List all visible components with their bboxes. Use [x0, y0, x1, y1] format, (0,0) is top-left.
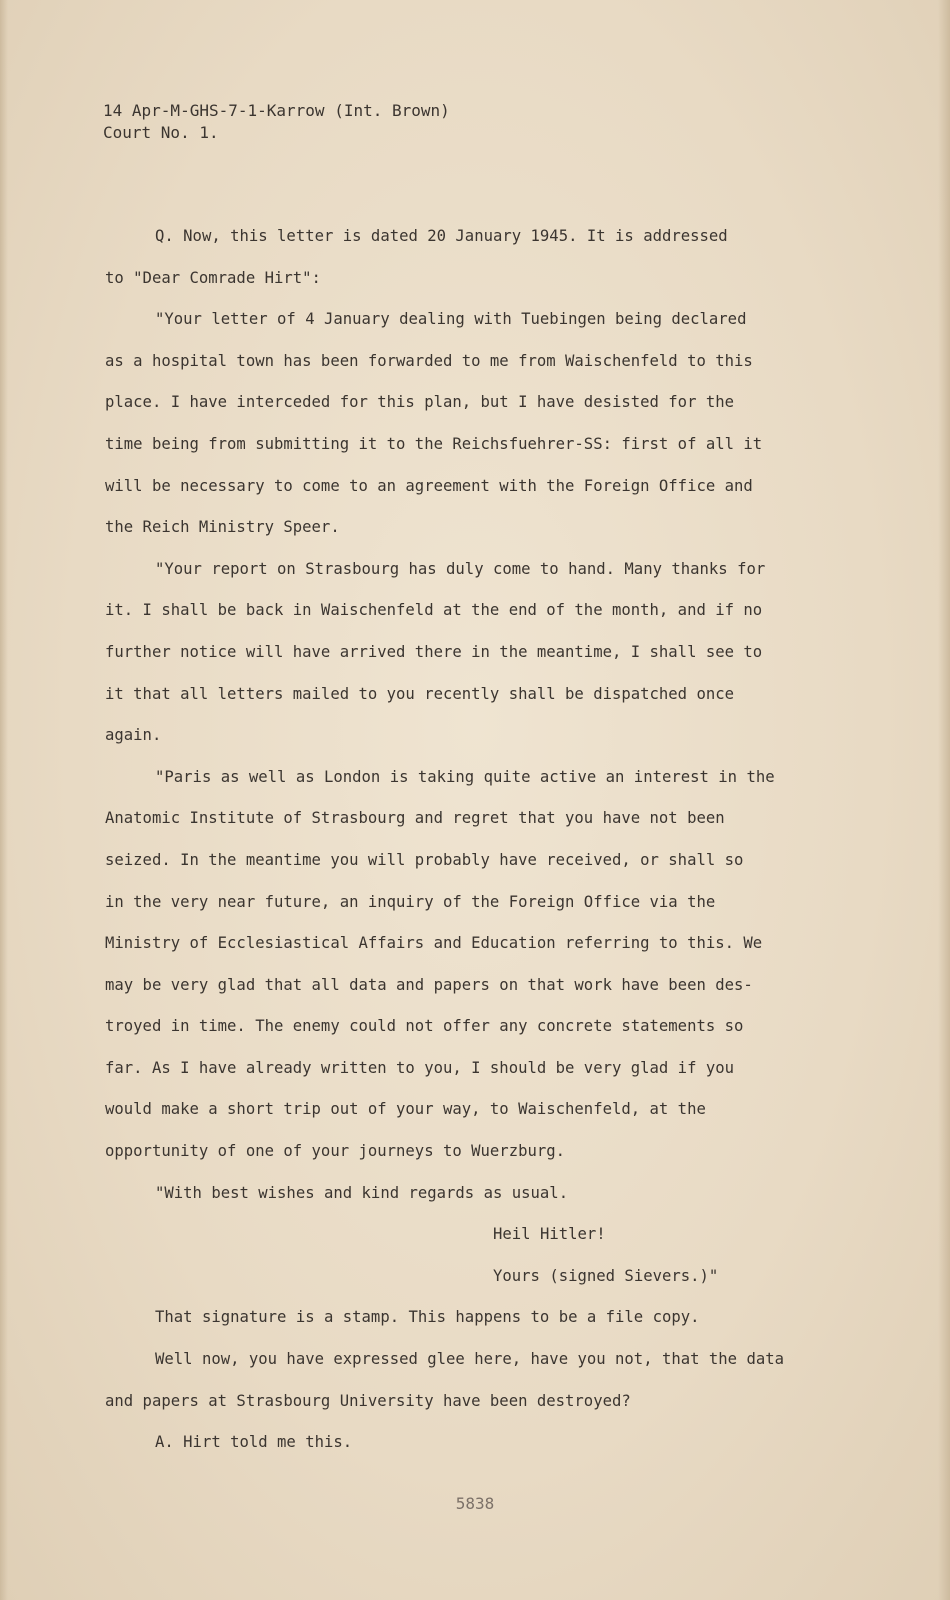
text-line: seized. In the meantime you will probably have received, or shall so	[105, 850, 744, 869]
text-line: That signature is a stamp. This happens to be a file copy.	[155, 1308, 700, 1327]
text-line: again.	[105, 726, 162, 745]
header-court: Court No. 1.	[103, 123, 219, 142]
text-line: far. As I have already written to you, I should be very glad if you	[105, 1058, 735, 1077]
text-line: Ministry of Ecclesiastical Affairs and Education referring to this. We	[105, 934, 763, 953]
text-line: Well now, you have expressed glee here, have you not, that the data	[155, 1350, 785, 1369]
text-line: time being from submitting it to the Reichsfuehrer-SS: first of all it	[105, 434, 763, 453]
text-line: "Your letter of 4 January dealing with Tuebingen being declared	[155, 310, 747, 329]
text-line: Anatomic Institute of Strasbourg and regret that you have not been	[105, 809, 725, 828]
text-line: further notice will have arrived there in the meantime, I shall see to	[105, 642, 763, 661]
text-line: place. I have interceded for this plan, but I have desisted for the	[105, 393, 735, 412]
text-line: would make a short trip out of your way, to Waischenfeld, at the	[105, 1100, 706, 1119]
text-line: may be very glad that all data and papers on that work have been des-	[105, 975, 753, 994]
text-line: Q. Now, this letter is dated 20 January 1945. It is addressed	[155, 227, 728, 245]
answer-line: A. Hirt told me this.	[155, 1433, 353, 1452]
transcript-body	[105, 216, 850, 1464]
text-line: it that all letters mailed to you recently shall be dispatched once	[105, 684, 735, 703]
text-line: "With best wishes and kind regards as usual.	[155, 1183, 569, 1202]
page-edge-right	[938, 0, 950, 1600]
text-line: will be necessary to come to an agreement with the Foreign Office and	[105, 476, 753, 495]
text-line: "Your report on Strasbourg has duly come to hand. Many thanks for	[155, 559, 766, 578]
text-line: it. I shall be back in Waischenfeld at the end of the month, and if no	[105, 601, 763, 620]
header-reference: 14 Apr-M-GHS-7-1-Karrow (Int. Brown)	[103, 101, 450, 120]
signature-line: Heil Hitler!	[493, 1225, 606, 1244]
page-edge-left	[0, 0, 8, 1600]
text-line: the Reich Ministry Speer.	[105, 518, 340, 537]
text-line: as a hospital town has been forwarded to me from Waischenfeld to this	[105, 351, 753, 370]
text-line: and papers at Strasbourg University have been destroyed?	[105, 1391, 631, 1410]
text-line: opportunity of one of your journeys to Wuerzburg.	[105, 1142, 566, 1161]
signature-line: Yours (signed Sievers.)"	[493, 1266, 719, 1285]
document-header	[103, 100, 450, 144]
text-line: troyed in time. The enemy could not offer any concrete statements so	[105, 1017, 744, 1036]
text-line: to "Dear Comrade Hirt":	[105, 268, 321, 287]
text-line: "Paris as well as London is taking quite active an interest in the	[155, 767, 775, 786]
page-number: 5838	[455, 1494, 495, 1513]
text-line: in the very near future, an inquiry of the Foreign Office via the	[105, 892, 716, 911]
